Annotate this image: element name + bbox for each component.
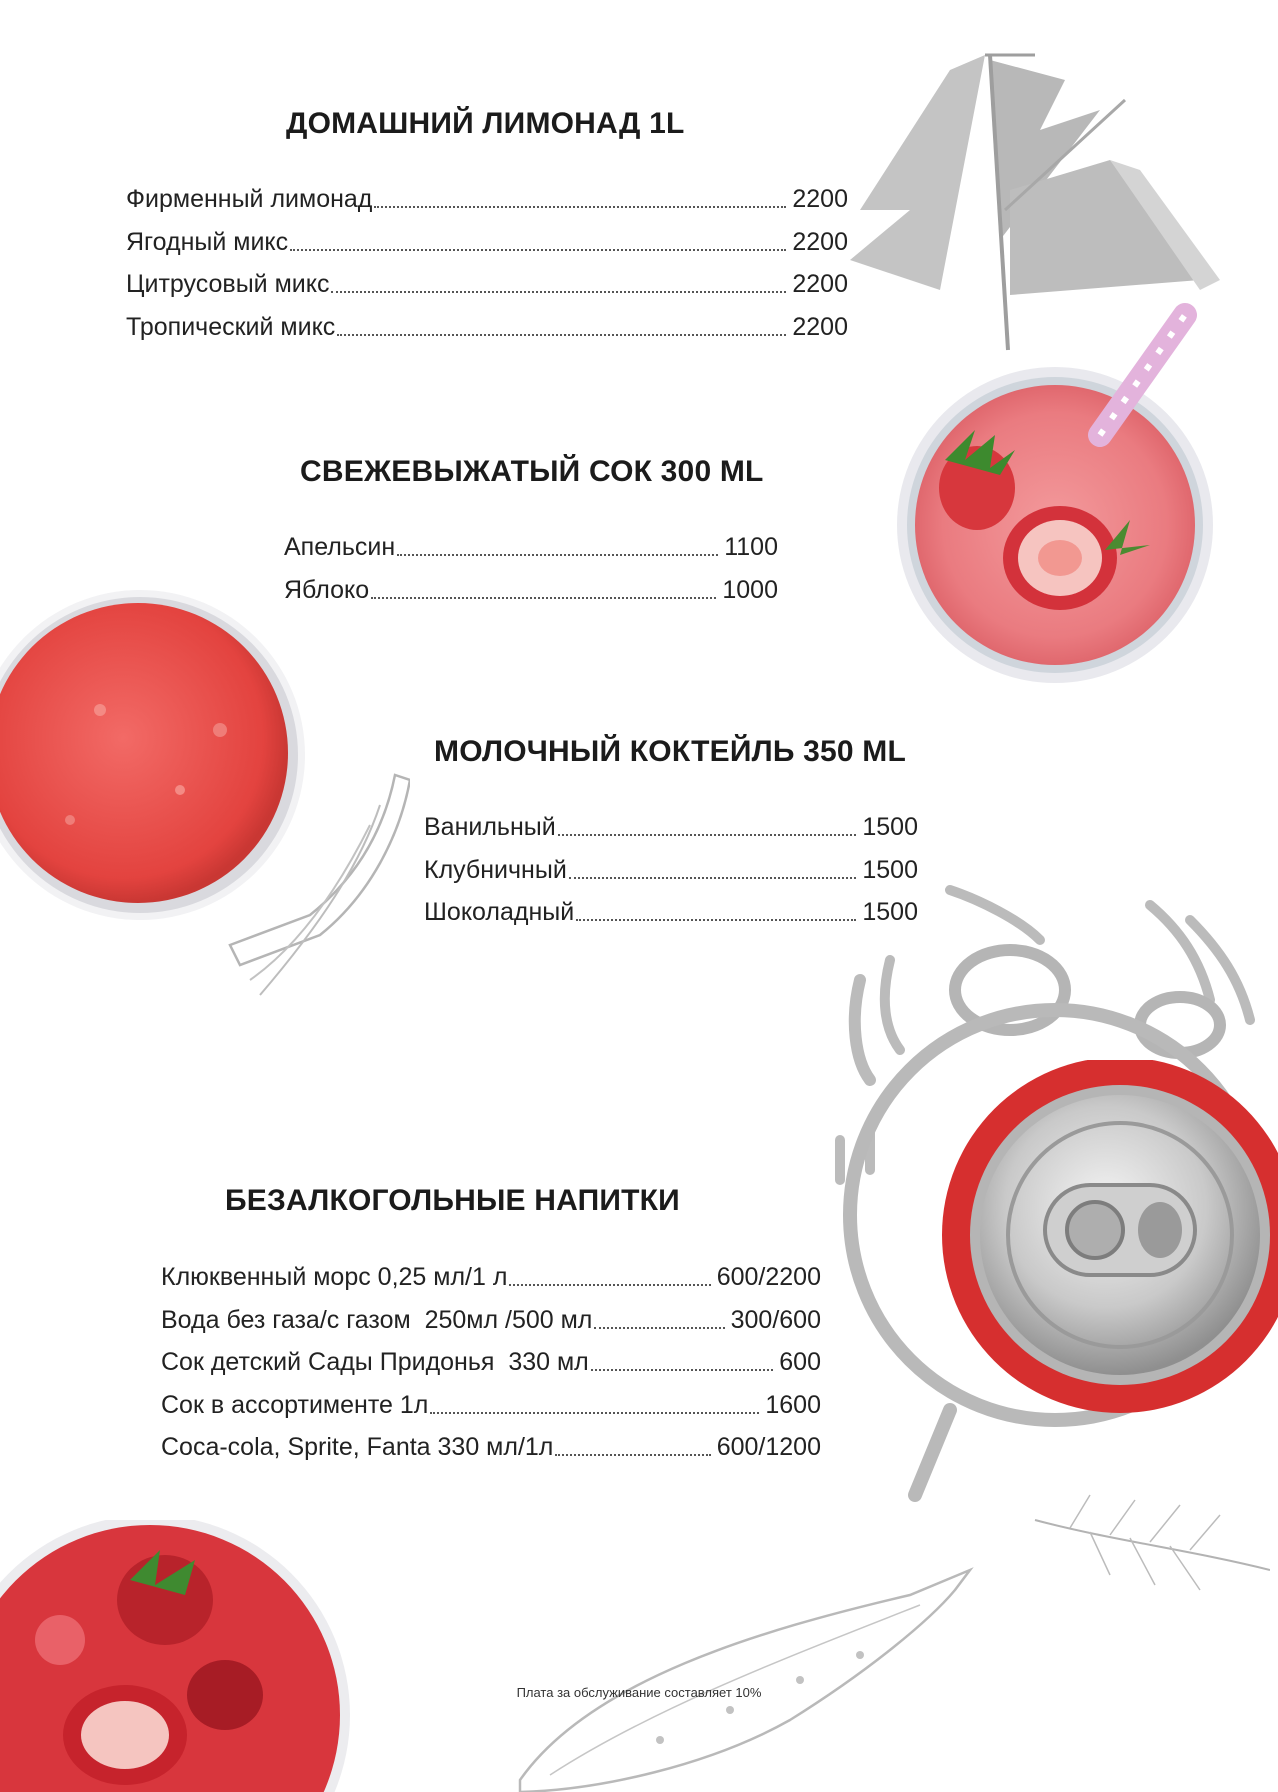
item-price: 1000 (722, 575, 778, 604)
item-price: 1500 (862, 898, 918, 926)
lemonade-list (126, 178, 848, 348)
section-title-fresh-juice: СВЕЖЕВЫЖАТЫЙ СОК 300 ML (300, 455, 764, 488)
list-item: Цитрусовый микс 2200 (126, 263, 848, 306)
item-price: 1600 (765, 1390, 821, 1419)
cucumber-sketch-icon (510, 1560, 980, 1792)
fresh-juice-list (284, 526, 778, 611)
section-title-lemonade: ДОМАШНИЙ ЛИМОНАД 1L (286, 107, 685, 140)
list-item: Апельсин 1100 (284, 526, 778, 569)
list-item: Яблоко 1000 (284, 569, 778, 612)
list-item: Coca-cola, Sprite, Fanta 330 мл/1л 600/1200 (161, 1426, 821, 1469)
list-item: Сок в ассортименте 1л 1600 (161, 1384, 821, 1427)
item-price: 600 (779, 1348, 821, 1376)
milkshake-list (424, 806, 918, 934)
list-item: Шоколадный 1500 (424, 891, 918, 934)
list-item: Ягодный микс 2200 (126, 221, 848, 264)
service-charge-note: Плата за обслуживание составляет 10% (516, 1685, 762, 1700)
strawberry-drink-icon (0, 1520, 360, 1792)
item-price: 600/2200 (716, 1263, 821, 1291)
list-item: Клубничный 1500 (424, 849, 918, 892)
soft-drinks-list (161, 1256, 821, 1469)
item-price: 600/1200 (716, 1433, 821, 1461)
soda-can-icon (930, 1060, 1278, 1420)
item-price: 1100 (724, 533, 778, 561)
item-price: 2200 (792, 270, 848, 298)
list-item: Сок детский Сады Придонья 330 мл 600 (161, 1341, 821, 1384)
item-price: 2200 (792, 185, 848, 213)
dill-sketch-icon (1030, 1480, 1270, 1600)
list-item: Фирменный лимонад 2200 (126, 178, 848, 221)
list-item: Тропический микс 2200 (126, 306, 848, 349)
item-price: 2200 (792, 312, 848, 341)
section-title-soft-drinks: БЕЗАЛКОГОЛЬНЫЕ НАПИТКИ (225, 1184, 680, 1217)
strawberry-smoothie-icon (895, 300, 1235, 700)
item-price: 2200 (792, 227, 848, 256)
list-item: Вода без газа/с газом 250мл /500 мл 300/600 (161, 1299, 821, 1342)
item-price: 1500 (862, 813, 918, 841)
green-onion-sketch-icon (220, 765, 410, 1015)
list-item: Клюквенный морс 0,25 мл/1 л 600/2200 (161, 1256, 821, 1299)
list-item: Ванильный 1500 (424, 806, 918, 849)
section-title-milkshake: МОЛОЧНЫЙ КОКТЕЙЛЬ 350 ML (434, 735, 907, 768)
item-price: 300/600 (730, 1305, 821, 1334)
item-price: 1500 (862, 855, 918, 884)
